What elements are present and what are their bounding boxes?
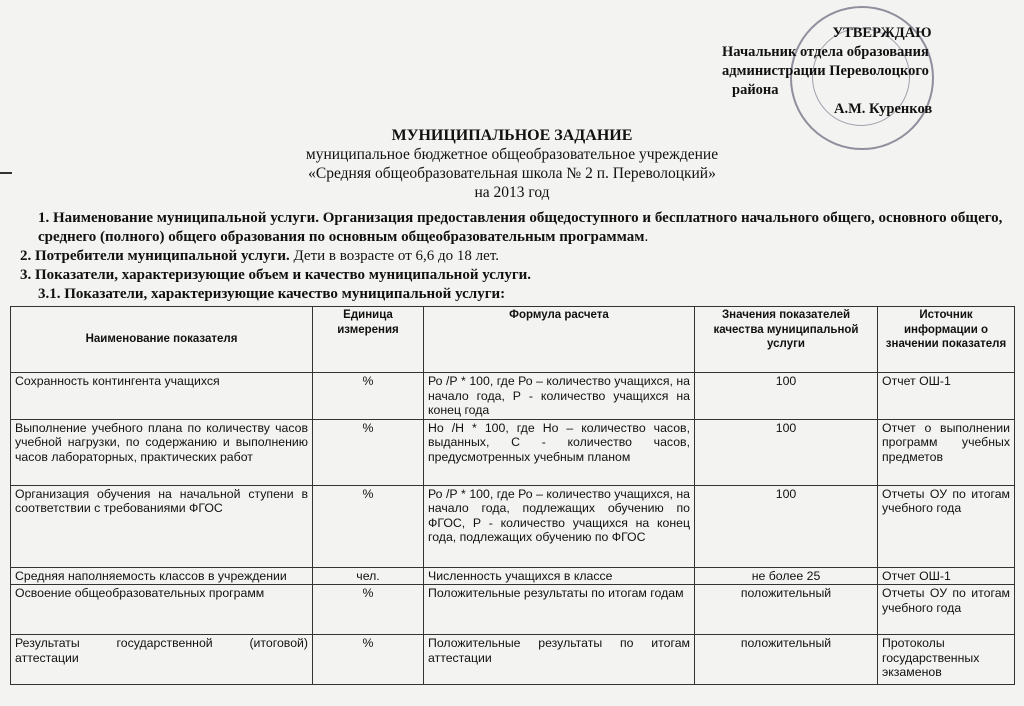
approval-signer-name: А.М. Куренков — [834, 101, 933, 117]
table-row — [11, 419, 1015, 485]
document-sections — [20, 209, 1010, 304]
indicator-name: Выполнение учебного плана по количеству часов учебной нагрузки, по содержанию и выполнению часов лабораторных, практических работ — [11, 419, 313, 485]
document-title: МУНИЦИПАЛЬНОЕ ЗАДАНИЕ — [391, 127, 633, 144]
section-1 — [20, 209, 1010, 247]
indicator-name: Средняя наполняемость классов в учреждении — [11, 567, 313, 585]
indicator-source: Отчет о выполнении программ учебных предметов — [878, 419, 1015, 485]
document-year: на 2013 год — [474, 184, 550, 201]
section-3-1 — [20, 285, 1010, 304]
indicator-formula: Ро /Р * 100, где Ро – количество учащихся, на начало года, подлежащих обучению по ФГОС, Р - количество учащихся на конец года, подлежащих обучению по ФГОС — [424, 485, 695, 567]
indicator-name: Результаты государственной (итоговой) аттестации — [11, 635, 313, 685]
table-row — [11, 485, 1015, 567]
indicator-formula: Положительные результаты по итогам годам — [424, 585, 695, 635]
table-row — [11, 567, 1015, 585]
indicator-source: Отчеты ОУ по итогам учебного года — [878, 485, 1015, 567]
indicator-unit: % — [313, 373, 424, 420]
header-name: Наименование показателя — [11, 307, 313, 373]
section-3-1-text: 3.1. Показатели, характеризующие качество муниципальной услуги: — [38, 286, 506, 302]
indicator-formula: Положительные результаты по итогам аттестации — [424, 635, 695, 685]
section-1-text: 1. Наименование муниципальной услуги. Организация предоставления общедоступного и бесплатного начального общего, основного общего, среднего (полного) общего образования по основным общеобразовательным программам — [38, 210, 1003, 245]
indicator-unit: чел. — [313, 567, 424, 585]
indicator-value: 100 — [695, 419, 878, 485]
header-source: Источник информации о значении показателя — [878, 307, 1015, 373]
table-row — [11, 635, 1015, 685]
indicator-name: Сохранность контингента учащихся — [11, 373, 313, 420]
section-2-text: Дети в возрасте от 6,6 до 18 лет. — [289, 248, 499, 264]
indicator-unit: % — [313, 635, 424, 685]
header-value: Значения показателей качества муниципальной услуги — [695, 307, 878, 373]
section-3 — [20, 266, 1010, 285]
indicator-unit: % — [313, 419, 424, 485]
indicator-value: положительный — [695, 635, 878, 685]
indicator-source: Протоколы государственных экзаменов — [878, 635, 1015, 685]
approval-block — [722, 24, 982, 119]
document-header — [0, 126, 1024, 202]
table-row — [11, 585, 1015, 635]
indicator-source: Отчет ОШ-1 — [878, 373, 1015, 420]
approval-title: УТВЕРЖДАЮ — [832, 25, 932, 41]
indicator-value: 100 — [695, 373, 878, 420]
section-3-text: 3. Показатели, характеризующие объем и качество муниципальной услуги. — [20, 267, 532, 283]
quality-indicators-table — [10, 306, 1015, 685]
approval-signature-row — [732, 81, 982, 100]
organization-name: «Средняя общеобразовательная школа № 2 п. Переволоцкий» — [308, 165, 716, 182]
indicator-value: положительный — [695, 585, 878, 635]
organization-type: муниципальное бюджетное общеобразовательное учреждение — [305, 146, 719, 163]
section-2-label: 2. Потребители муниципальной услуги. — [20, 248, 290, 264]
indicator-formula: Но /Н * 100, где Но – количество часов, выданных, С - количество часов, предусмотренных учебным планом — [424, 419, 695, 485]
header-formula: Формула расчета — [424, 307, 695, 373]
approval-position-line3: района — [732, 82, 779, 98]
indicator-source: Отчет ОШ-1 — [878, 567, 1015, 585]
indicator-value: 100 — [695, 485, 878, 567]
table-row — [11, 373, 1015, 420]
section-1-end: . — [644, 229, 649, 245]
section-2 — [20, 247, 1010, 266]
indicator-formula: Ро /Р * 100, где Ро – количество учащихся, на начало года, Р - количество учащихся на конец года — [424, 373, 695, 420]
indicator-formula: Численность учащихся в классе — [424, 567, 695, 585]
table-header-row — [11, 307, 1015, 373]
indicator-unit: % — [313, 585, 424, 635]
indicator-unit: % — [313, 485, 424, 567]
header-unit: Единица измерения — [313, 307, 424, 373]
indicator-name: Освоение общеобразовательных программ — [11, 585, 313, 635]
approval-position-line2: администрации Переволоцкого — [722, 63, 929, 79]
indicator-name: Организация обучения на начальной ступени в соответствии с требованиями ФГОС — [11, 485, 313, 567]
indicator-value: не более 25 — [695, 567, 878, 585]
approval-position-line1: Начальник отдела образования — [722, 44, 929, 60]
indicator-source: Отчеты ОУ по итогам учебного года — [878, 585, 1015, 635]
